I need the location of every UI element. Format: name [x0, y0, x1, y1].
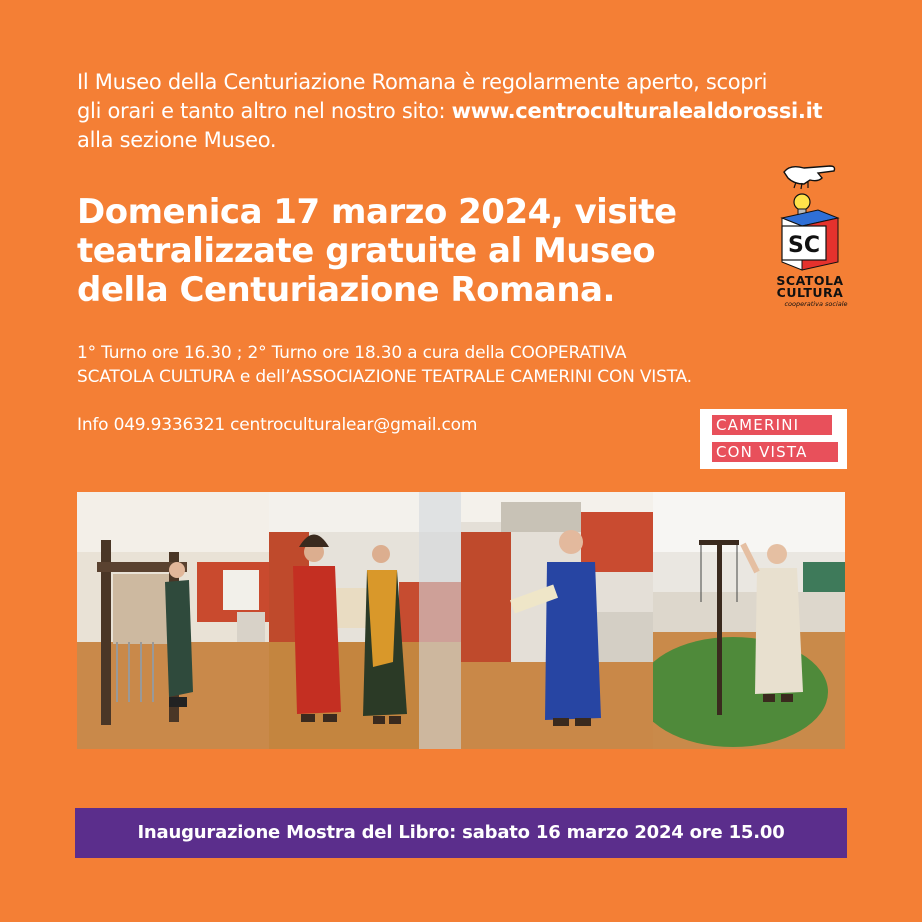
intro-line-3: alla sezione Museo. [77, 128, 277, 152]
photo-strip [77, 492, 845, 749]
headline-line-1: Domenica 17 marzo 2024, visite [77, 192, 677, 232]
photo-surveyor [653, 492, 845, 749]
two-actors-icon [269, 492, 461, 749]
ccv-line-1: CAMERINI [712, 415, 832, 435]
scatola-cultura-name [760, 275, 860, 309]
groma-actor-icon [653, 492, 845, 749]
intro-line-2 [77, 97, 857, 126]
photo-weaver [77, 492, 269, 749]
photo-two-actors [269, 492, 461, 749]
schedule-text [77, 341, 817, 389]
scroll-actor-icon [461, 492, 653, 749]
ccv-line-2: CON VISTA [712, 442, 838, 462]
headline-line-3: della Centuriazione Romana. [77, 270, 615, 310]
intro-text [77, 68, 857, 155]
sc-initials: SC [788, 233, 820, 258]
intro-line-2-prefix: gli orari e tanto altro nel nostro sito: [77, 99, 452, 123]
contact-info: Info 049.9336321 centroculturalear@gmail.com [77, 415, 478, 435]
ballot-box-icon [760, 158, 860, 276]
website-link[interactable]: www.centroculturalealdorossi.it [451, 99, 823, 123]
schedule-line-1: 1° Turno ore 16.30 ; 2° Turno ore 18.30 a cura della COOPERATIVA [77, 343, 627, 363]
scatola-cultura-logo [760, 158, 860, 308]
sc-name-line-1: SCATOLA [776, 273, 844, 288]
photo-scroll-reader [461, 492, 653, 749]
intro-line-1: Il Museo della Centuriazione Romana è regolarmente aperto, scopri [77, 70, 768, 94]
exhibition-banner: Inaugurazione Mostra del Libro: sabato 16 marzo 2024 ore 15.00 [75, 808, 847, 858]
headline-line-2: teatralizzate gratuite al Museo [77, 231, 656, 271]
sc-name-line-2: CULTURA [776, 285, 844, 300]
sc-tagline: cooperativa sociale [784, 300, 848, 308]
schedule-line-2: SCATOLA CULTURA e dell’ASSOCIAZIONE TEATRALE CAMERINI CON VISTA. [77, 367, 692, 387]
headline [77, 193, 757, 310]
camerini-con-vista-logo [700, 409, 847, 469]
loom-actor-icon [77, 492, 269, 749]
